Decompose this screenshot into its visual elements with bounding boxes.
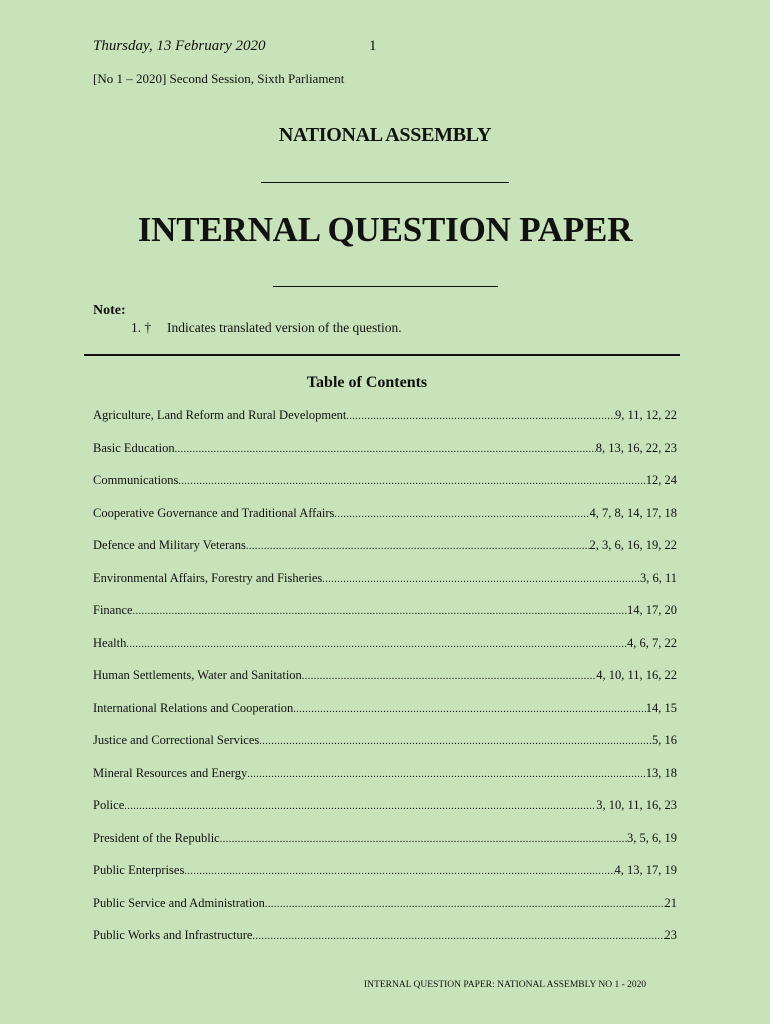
toc-entry-label: Agriculture, Land Reform and Rural Development [93, 408, 347, 422]
toc-entry-pages: 14, 15 [645, 700, 677, 715]
toc-leader [346, 411, 615, 422]
toc-leader [126, 639, 627, 650]
toc-leader [124, 801, 596, 812]
header-date: Thursday, 13 February 2020 [93, 38, 266, 54]
page-footer: INTERNAL QUESTION PAPER: NATIONAL ASSEMBLY NO 1 - 2020 [364, 980, 647, 990]
toc-entry-cooperative-governance[interactable] [93, 506, 677, 539]
toc-entry-label: Defence and Military Veterans [93, 538, 246, 552]
toc-entry-health[interactable] [93, 636, 677, 669]
assembly-heading: NATIONAL ASSEMBLY [278, 124, 492, 146]
divider-thick [84, 354, 680, 356]
toc-entry-pages: 12, 24 [645, 473, 677, 487]
divider-short-top [261, 182, 509, 183]
toc-entry-defence[interactable] [93, 538, 677, 571]
toc-entry-pages: 3, 6, 11 [639, 570, 677, 585]
toc-entry-pages: 4, 10, 11, 16, 22 [596, 668, 677, 682]
toc-entry-pages: 3, 10, 11, 16, 23 [596, 798, 677, 812]
toc-leader [253, 931, 665, 942]
toc-entry-pages: 5, 16 [652, 733, 677, 747]
toc-entry-mineral-resources[interactable] [93, 766, 677, 799]
toc-leader [247, 769, 646, 780]
toc-leader [265, 899, 665, 910]
toc-entry-justice[interactable] [93, 733, 677, 766]
toc-entry-police[interactable] [93, 798, 677, 831]
toc-entry-pages: 21 [664, 895, 677, 910]
toc-entry-label: Mineral Resources and Energy [93, 765, 248, 780]
toc-entry-basic-education[interactable] [93, 441, 677, 474]
toc-entry-pages: 3, 5, 6, 19 [627, 830, 677, 845]
toc-entry-label: Finance [93, 603, 133, 617]
toc-entry-human-settlements[interactable] [93, 668, 677, 701]
toc-leader [178, 476, 645, 487]
divider-short-bottom [273, 286, 498, 287]
toc-entry-international-relations[interactable] [93, 701, 677, 734]
toc-entry-pages: 8, 13, 16, 22, 23 [595, 440, 677, 455]
toc-entry-pages: 23 [664, 928, 677, 942]
toc-entry-label: Health [93, 635, 127, 650]
toc-entry-president[interactable] [93, 831, 677, 864]
page-number: 1 [369, 38, 377, 54]
note-item-number: 1. † [131, 320, 152, 335]
note-label: Note: [93, 303, 126, 318]
toc-entry-label: Public Enterprises [93, 863, 185, 877]
toc-title: Table of Contents [306, 374, 428, 391]
toc-leader [220, 834, 627, 845]
toc-entry-label: Human Settlements, Water and Sanitation [93, 668, 302, 682]
toc-entry-label: Cooperative Governance and Traditional Affairs [93, 505, 335, 520]
toc-leader [322, 574, 640, 585]
toc-entry-label: Environmental Affairs, Forestry and Fisheries [93, 570, 323, 585]
toc-entry-label: President of the Republic [93, 830, 220, 845]
toc-entry-label: Public Works and Infrastructure [93, 928, 253, 942]
toc-entry-label: Justice and Correctional Services [93, 733, 260, 747]
session-line: [No 1 – 2020] Second Session, Sixth Parliament [93, 71, 345, 86]
toc-entry-environmental-affairs[interactable] [93, 571, 677, 604]
toc-entry-pages: 2, 3, 6, 16, 19, 22 [589, 538, 677, 552]
toc-leader [293, 704, 645, 715]
toc-entry-label: Police [93, 798, 125, 812]
toc-entry-pages: 9, 11, 12, 22 [614, 408, 677, 422]
toc-entry-label: International Relations and Cooperation [93, 700, 294, 715]
table-of-contents [93, 408, 677, 961]
toc-entry-agriculture[interactable] [93, 408, 677, 441]
toc-leader [302, 671, 596, 682]
toc-entry-pages: 4, 7, 8, 14, 17, 18 [589, 505, 677, 520]
toc-leader [133, 606, 627, 617]
toc-entry-label: Basic Education [93, 440, 175, 455]
toc-entry-public-enterprises[interactable] [93, 863, 677, 896]
toc-entry-public-works[interactable] [93, 928, 677, 961]
toc-leader [175, 444, 596, 455]
toc-leader [334, 509, 589, 520]
toc-entry-label: Communications [93, 473, 179, 487]
note-item-text: Indicates translated version of the question. [167, 320, 402, 335]
toc-entry-communications[interactable] [93, 473, 677, 506]
toc-entry-pages: 4, 13, 17, 19 [614, 863, 677, 877]
toc-entry-finance[interactable] [93, 603, 677, 636]
toc-leader [259, 736, 652, 747]
toc-leader [184, 866, 614, 877]
toc-entry-public-service[interactable] [93, 896, 677, 929]
toc-entry-pages: 4, 6, 7, 22 [627, 635, 677, 650]
toc-entry-label: Public Service and Administration [93, 895, 265, 910]
toc-entry-pages: 14, 17, 20 [627, 603, 677, 617]
toc-leader [246, 541, 590, 552]
toc-entry-pages: 13, 18 [645, 765, 677, 780]
document-title: INTERNAL QUESTION PAPER [137, 210, 633, 249]
note-item [131, 320, 402, 336]
